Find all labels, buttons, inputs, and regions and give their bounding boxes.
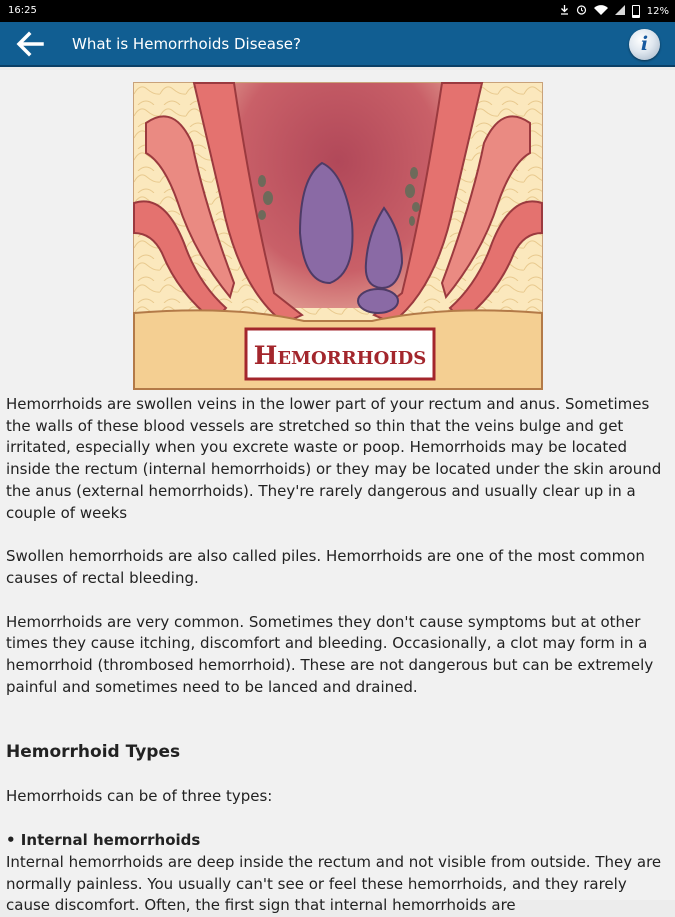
article-paragraph-3: Hemorrhoids are very common. Sometimes they don't cause symptoms but at other times they cause itching, discomfort and bleeding. Occasionally, a clot may form in a hemorrhoid (thrombosed hemorrhoid). These are not dangerous but can be extremely painful and sometimes need to be lanced and drained. [6, 612, 654, 696]
alarm-icon [576, 4, 587, 18]
battery-percent: 12% [646, 5, 669, 17]
internal-paragraph: Internal hemorrhoids are deep inside the rectum and not visible from outside. They are normally painless. You usually can't see or feel these hemorrhoids, and they rarely cause discomfort. Often, the first sign that internal hemorrhoids are [6, 852, 662, 915]
info-button[interactable] [629, 29, 660, 60]
arrow-left-icon [14, 43, 46, 62]
content-scroll-area[interactable] [0, 70, 675, 915]
section-heading-types: Hemorrhoid Types [6, 742, 181, 763]
hemorrhoids-illustration [133, 82, 543, 390]
back-button[interactable] [14, 30, 52, 58]
page-title: What is Hemorrhoids Disease? [72, 35, 301, 53]
info-icon: i [640, 33, 649, 55]
subheading-internal: • Internal hemorrhoids [6, 831, 201, 850]
status-time: 16:25 [8, 5, 37, 16]
status-icons [560, 4, 669, 18]
download-icon [560, 5, 569, 18]
app-bar [0, 22, 675, 67]
types-intro: Hemorrhoids can be of three types: [6, 787, 273, 806]
wifi-icon [594, 5, 608, 18]
status-bar [0, 0, 675, 22]
battery-icon [632, 5, 640, 18]
article-paragraph-1: Hemorrhoids are swollen veins in the lower part of your rectum and anus. Sometimes the walls of these blood vessels are stretched so thin that the veins bulge and get irritated, especially when you excrete waste or poop. Hemorrhoids may be located inside the rectum (internal hemorrhoids) or they may be located under the skin around the anus (external hemorrhoids). They're rarely dangerous and usually clear up in a couple of weeks [6, 395, 662, 522]
signal-icon [615, 5, 625, 18]
illustration-label: Hemorrhoids [253, 341, 427, 370]
article-paragraph-2: Swollen hemorrhoids are also called piles. Hemorrhoids are one of the most common causes of rectal bleeding. [6, 547, 645, 587]
article-body [6, 394, 671, 917]
